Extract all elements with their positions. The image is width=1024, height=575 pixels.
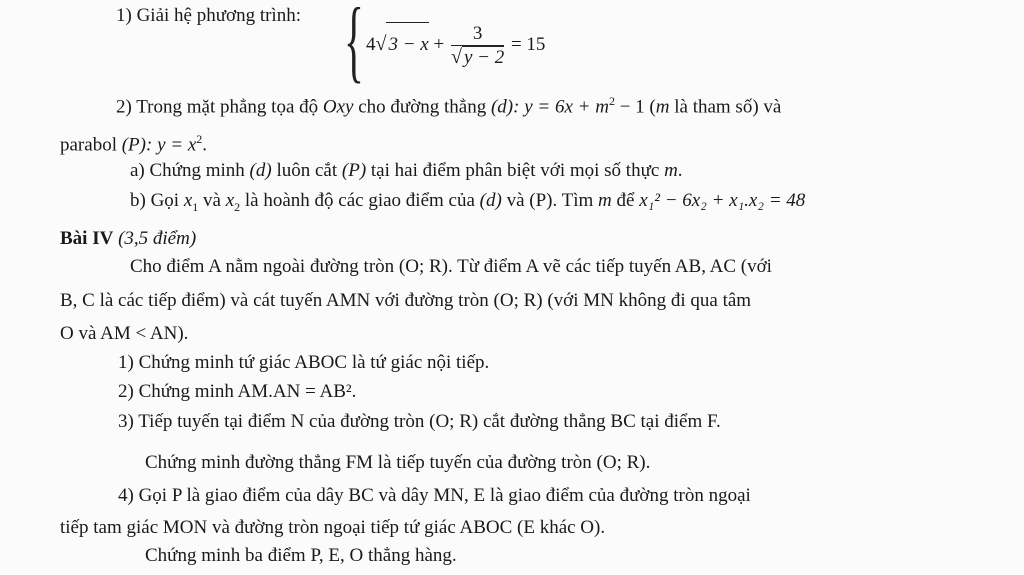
system-brace: { xyxy=(344,0,364,91)
part2-item-a: a) Chứng minh (d) luôn cắt (P) tại hai điểm phân biệt với mọi số thực m. xyxy=(130,160,683,181)
question-3a: 3) Tiếp tuyến tại điểm N của đường tròn (O; R) cắt đường thẳng BC tại điểm F. xyxy=(118,411,721,432)
parabola-line: parabol (P): $y = x^2$. xyxy=(60,132,208,156)
part2-intro: 2) Trong mặt phẳng tọa độ Oxy cho đường thẳng (d): $y = 6x + m^2 - 1$ (m là tham số) và xyxy=(116,94,782,118)
question-4b: tiếp tam giác MON và đường tròn ngoại tiếp tứ giác ABOC (E khác O). xyxy=(60,517,606,538)
part1-label: 1) Giải hệ phương trình: xyxy=(116,5,301,26)
question-4c: Chứng minh ba điểm P, E, O thẳng hàng. xyxy=(145,545,457,566)
question-3b: Chứng minh đường thẳng FM là tiếp tuyến của đường tròn (O; R). xyxy=(145,452,651,473)
question-1: 1) Chứng minh tứ giác ABOC là tứ giác nội tiếp. xyxy=(118,352,490,373)
fraction: $\frac{3}{√ y - 2}$ xyxy=(450,22,505,68)
question-4a: 4) Gọi P là giao điểm của dây BC và dây MN, E là giao điểm của đường tròn ngoại xyxy=(118,485,751,506)
bai4-heading: Bài IV (3,5 điểm) xyxy=(60,228,197,249)
bai4-paragraph-1: Cho điểm A nằm ngoài đường tròn (O; R). Từ điểm A vẽ các tiếp tuyến AB, AC (với xyxy=(130,256,772,277)
part2-item-b: b) Gọi $x_1$ và $x_2$ là hoành độ các giao điểm của (d) và (P). Tìm m để x₁² − 6x₂ + x₁.x₂ = 48 xyxy=(130,190,806,214)
bai4-paragraph-3: O và AM < AN). xyxy=(60,323,189,344)
bai4-paragraph-2: B, C là các tiếp điểm) và cát tuyến AMN với đường tròn (O; R) (với MN không đi qua tâm xyxy=(60,290,752,311)
question-2: 2) Chứng minh AM.AN = AB². xyxy=(118,381,357,402)
system-equation-2: 4√ 3 − x + $\frac{3}{√ y - 2}$ = 15 xyxy=(366,22,546,68)
